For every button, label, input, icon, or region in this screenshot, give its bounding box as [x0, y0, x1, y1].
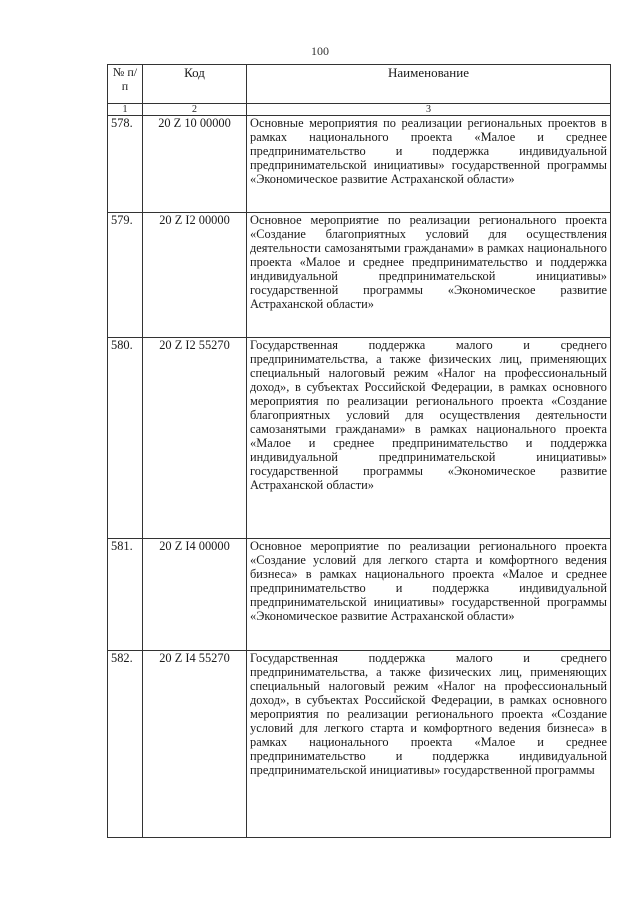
classification-table	[107, 64, 611, 838]
row-name: Государственная поддержка малого и среднего предпринимательства, а также физических лиц, применяющих специальный налоговый режим «Налог на профессиональный доход», в субъектах Российской Федерации, в рамках основного мероприятия по реализации регионального проекта «Создание благоприятных условий для осуществления деятельности самозанятыми гражданами» в рамках национального проекта «Малое и среднее предпринимательство и поддержка индивидуальной предпринимательской инициативы» государственной программы «Экономическое развитие Астраханской области»	[247, 338, 611, 539]
row-code: 20 Z 10 00000	[143, 116, 247, 213]
table-row	[108, 539, 611, 651]
table-header-row	[108, 65, 611, 104]
page-number: 100	[311, 44, 329, 58]
row-code: 20 Z I4 00000	[143, 539, 247, 651]
table-row	[108, 116, 611, 213]
header-number: № п/п	[108, 65, 143, 104]
row-number: 578.	[108, 116, 143, 213]
header-name: Наименование	[247, 65, 611, 104]
column-number-row	[108, 104, 611, 116]
row-code: 20 Z I2 00000	[143, 213, 247, 338]
row-name: Государственная поддержка малого и среднего предпринимательства, а также физических лиц, применяющих специальный налоговый режим «Налог на профессиональный доход», в субъектах Российской Федерации, в рамках основного мероприятия по реализации регионального проекта «Создание условий для легкого старта и комфортного ведения бизнеса» в рамках национального проекта «Малое и среднее предпринимательство и поддержка индивидуальной предпринимательской инициативы» государственной программы	[247, 651, 611, 838]
table-row	[108, 651, 611, 838]
row-number: 580.	[108, 338, 143, 539]
row-name: Основное мероприятие по реализации регионального проекта «Создание условий для легкого старта и комфортного ведения бизнеса» в рамках национального проекта «Малое и среднее предпринимательство и поддержка индивидуальной предпринимательской инициативы» государственной программы «Экономическое развитие Астраханской области»	[247, 539, 611, 651]
table-row	[108, 338, 611, 539]
row-code: 20 Z I2 55270	[143, 338, 247, 539]
row-number: 579.	[108, 213, 143, 338]
row-name: Основное мероприятие по реализации регионального проекта «Создание благоприятных условий для осуществления деятельности самозанятыми гражданами» в рамках национального проекта «Малое и среднее предпринимательство и поддержка индивидуальной предпринимательской инициативы» государственной программы «Экономическое развитие Астраханской области»	[247, 213, 611, 338]
column-number: 1	[108, 104, 143, 116]
row-name: Основные мероприятия по реализации региональных проектов в рамках национального проекта «Малое и среднее предпринимательство и поддержка индивидуальной предпринимательской инициативы» государственной программы «Экономическое развитие Астраханской области»	[247, 116, 611, 213]
row-number: 581.	[108, 539, 143, 651]
column-number: 3	[247, 104, 611, 116]
row-code: 20 Z I4 55270	[143, 651, 247, 838]
row-number: 582.	[108, 651, 143, 838]
column-number: 2	[143, 104, 247, 116]
header-code: Код	[143, 65, 247, 104]
table-row	[108, 213, 611, 338]
